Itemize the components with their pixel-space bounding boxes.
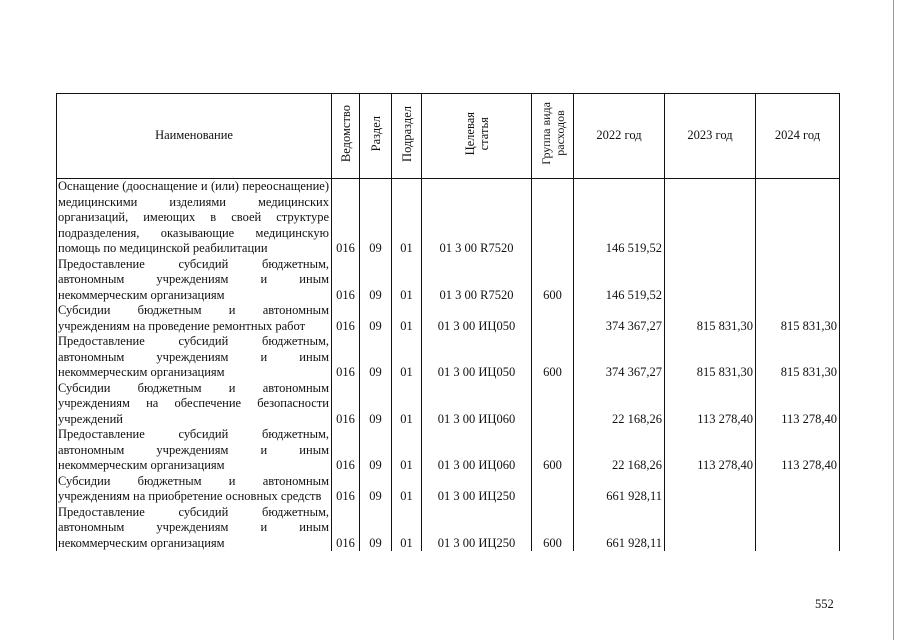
row-target-article: 01 3 00 ИЦ050 <box>422 303 532 334</box>
row-name: Предоставление субсидий бюджетным, автономным учреждениям и иным некоммерческим организациям <box>57 427 332 474</box>
row-amount-2023: 113 278,40 <box>665 381 756 428</box>
page-number: 552 <box>815 597 834 611</box>
row-expense-group <box>532 179 574 257</box>
row-target-article: 01 3 00 ИЦ050 <box>422 334 532 381</box>
row-amount-2024: 113 278,40 <box>756 381 840 428</box>
table-row <box>57 179 840 257</box>
row-name: Субсидии бюджетным и автономным учреждениям на проведение ремонтных работ <box>57 303 332 334</box>
row-amount-2022: 22 168,26 <box>574 427 665 474</box>
row-amount-2023 <box>665 179 756 257</box>
row-amount-2024: 815 831,30 <box>756 334 840 381</box>
row-section: 09 <box>360 334 392 381</box>
row-name: Предоставление субсидий бюджетным, автономным учреждениям и иным некоммерческим организациям <box>57 334 332 381</box>
row-subsection: 01 <box>392 427 422 474</box>
table-row <box>57 303 840 334</box>
row-section: 09 <box>360 381 392 428</box>
row-agency: 016 <box>332 427 360 474</box>
row-expense-group <box>532 474 574 505</box>
row-target-article: 01 3 00 ИЦ250 <box>422 474 532 505</box>
row-name: Субсидии бюджетным и автономным учреждениям на обеспечение безопасности учреждений <box>57 381 332 428</box>
header-2022: 2022 год <box>574 94 665 179</box>
row-expense-group <box>532 303 574 334</box>
row-name: Предоставление субсидий бюджетным, автономным учреждениям и иным некоммерческим организациям <box>57 505 332 552</box>
header-2024: 2024 год <box>756 94 840 179</box>
header-agency: Ведомство <box>332 94 360 179</box>
header-expense-group: Группа вида расходов <box>532 94 574 179</box>
row-amount-2023: 815 831,30 <box>665 334 756 381</box>
row-amount-2024 <box>756 179 840 257</box>
table-row <box>57 381 840 428</box>
row-agency: 016 <box>332 179 360 257</box>
row-target-article: 01 3 00 R7520 <box>422 257 532 304</box>
row-agency: 016 <box>332 303 360 334</box>
row-name: Субсидии бюджетным и автономным учреждениям на приобретение основных средств <box>57 474 332 505</box>
row-subsection: 01 <box>392 303 422 334</box>
row-amount-2024 <box>756 505 840 552</box>
table-header-row <box>57 94 840 179</box>
header-section: Раздел <box>360 94 392 179</box>
row-amount-2023 <box>665 474 756 505</box>
row-amount-2024 <box>756 474 840 505</box>
row-amount-2022: 146 519,52 <box>574 179 665 257</box>
row-agency: 016 <box>332 505 360 552</box>
row-expense-group: 600 <box>532 505 574 552</box>
row-target-article: 01 3 00 ИЦ250 <box>422 505 532 552</box>
row-section: 09 <box>360 257 392 304</box>
row-amount-2024 <box>756 257 840 304</box>
table-row <box>57 474 840 505</box>
row-agency: 016 <box>332 381 360 428</box>
table-row <box>57 505 840 552</box>
row-target-article: 01 3 00 ИЦ060 <box>422 427 532 474</box>
row-target-article: 01 3 00 ИЦ060 <box>422 381 532 428</box>
header-name: Наименование <box>57 94 332 179</box>
header-target-article: Целевая статья <box>422 94 532 179</box>
row-section: 09 <box>360 505 392 552</box>
row-section: 09 <box>360 427 392 474</box>
row-amount-2024: 113 278,40 <box>756 427 840 474</box>
table-row <box>57 334 840 381</box>
budget-table <box>56 93 840 551</box>
row-agency: 016 <box>332 334 360 381</box>
row-name: Оснащение (дооснащение и (или) переоснащение) медицинскими изделиями медицинских организаций, имеющих в своей структуре подразделения, оказывающие медицинскую помощь по медицинской реабилитации <box>57 179 332 257</box>
row-amount-2024: 815 831,30 <box>756 303 840 334</box>
row-expense-group: 600 <box>532 427 574 474</box>
row-subsection: 01 <box>392 381 422 428</box>
table-row <box>57 257 840 304</box>
row-amount-2022: 146 519,52 <box>574 257 665 304</box>
row-amount-2022: 661 928,11 <box>574 474 665 505</box>
row-subsection: 01 <box>392 334 422 381</box>
page-edge-line <box>893 0 894 640</box>
header-2023: 2023 год <box>665 94 756 179</box>
row-amount-2023 <box>665 257 756 304</box>
row-amount-2022: 661 928,11 <box>574 505 665 552</box>
header-subsection: Подраздел <box>392 94 422 179</box>
row-amount-2022: 22 168,26 <box>574 381 665 428</box>
row-target-article: 01 3 00 R7520 <box>422 179 532 257</box>
row-amount-2022: 374 367,27 <box>574 334 665 381</box>
row-section: 09 <box>360 179 392 257</box>
row-expense-group: 600 <box>532 257 574 304</box>
row-section: 09 <box>360 303 392 334</box>
row-name: Предоставление субсидий бюджетным, автономным учреждениям и иным некоммерческим организациям <box>57 257 332 304</box>
row-amount-2023: 815 831,30 <box>665 303 756 334</box>
row-agency: 016 <box>332 474 360 505</box>
row-subsection: 01 <box>392 474 422 505</box>
row-subsection: 01 <box>392 257 422 304</box>
row-section: 09 <box>360 474 392 505</box>
table-row <box>57 427 840 474</box>
row-amount-2023: 113 278,40 <box>665 427 756 474</box>
row-expense-group: 600 <box>532 334 574 381</box>
row-expense-group <box>532 381 574 428</box>
row-amount-2022: 374 367,27 <box>574 303 665 334</box>
row-subsection: 01 <box>392 179 422 257</box>
row-subsection: 01 <box>392 505 422 552</box>
row-amount-2023 <box>665 505 756 552</box>
row-agency: 016 <box>332 257 360 304</box>
